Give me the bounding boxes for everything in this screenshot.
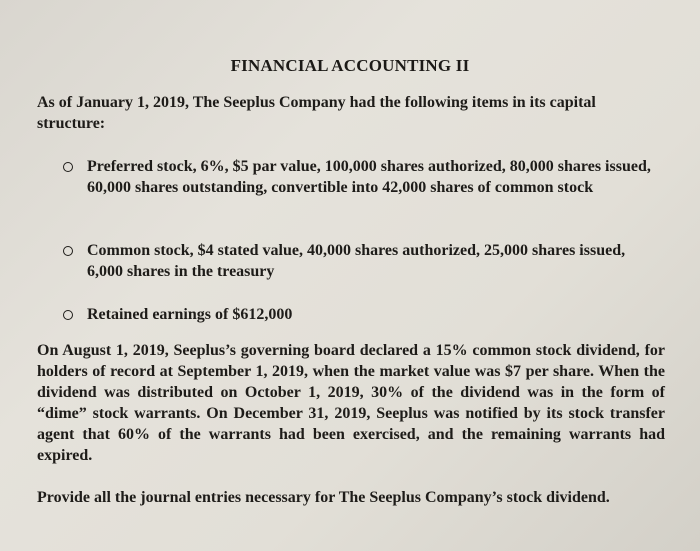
bullet-circle-icon (63, 310, 73, 320)
intro-text: As of January 1, 2019, The Seeplus Company had the following items in its capital structure: (37, 94, 596, 132)
bullet-circle-icon (63, 162, 73, 172)
scenario-paragraph: On August 1, 2019, Seeplus’s governing board declared a 15% common stock dividend, for holders of record at September 1, 2019, when the market value was $7 per share. When the dividend was distributed on October 1, 2019, 30% of the dividend was in the form of “dime” stock warrants. On December 31, 2019, Seeplus was notified by its stock transfer agent that 60% of the warrants had been exercised, and the remaining warrants had expired. (37, 342, 665, 464)
list-item-text: Preferred stock, 6%, $5 par value, 100,000 shares authorized, 80,000 shares issued, 60,000 shares outstanding, convertible into 42,000 shares of common stock (87, 158, 651, 196)
list-item-text: Retained earnings of $612,000 (87, 306, 293, 323)
bullet-circle-icon (63, 246, 73, 256)
document-title: FINANCIAL ACCOUNTING II (230, 56, 470, 75)
list-item-text: Common stock, $4 stated value, 40,000 shares authorized, 25,000 shares issued, 6,000 shares in the treasury (87, 242, 626, 280)
instruction-paragraph: Provide all the journal entries necessary for The Seeplus Company’s stock dividend. (37, 489, 610, 506)
